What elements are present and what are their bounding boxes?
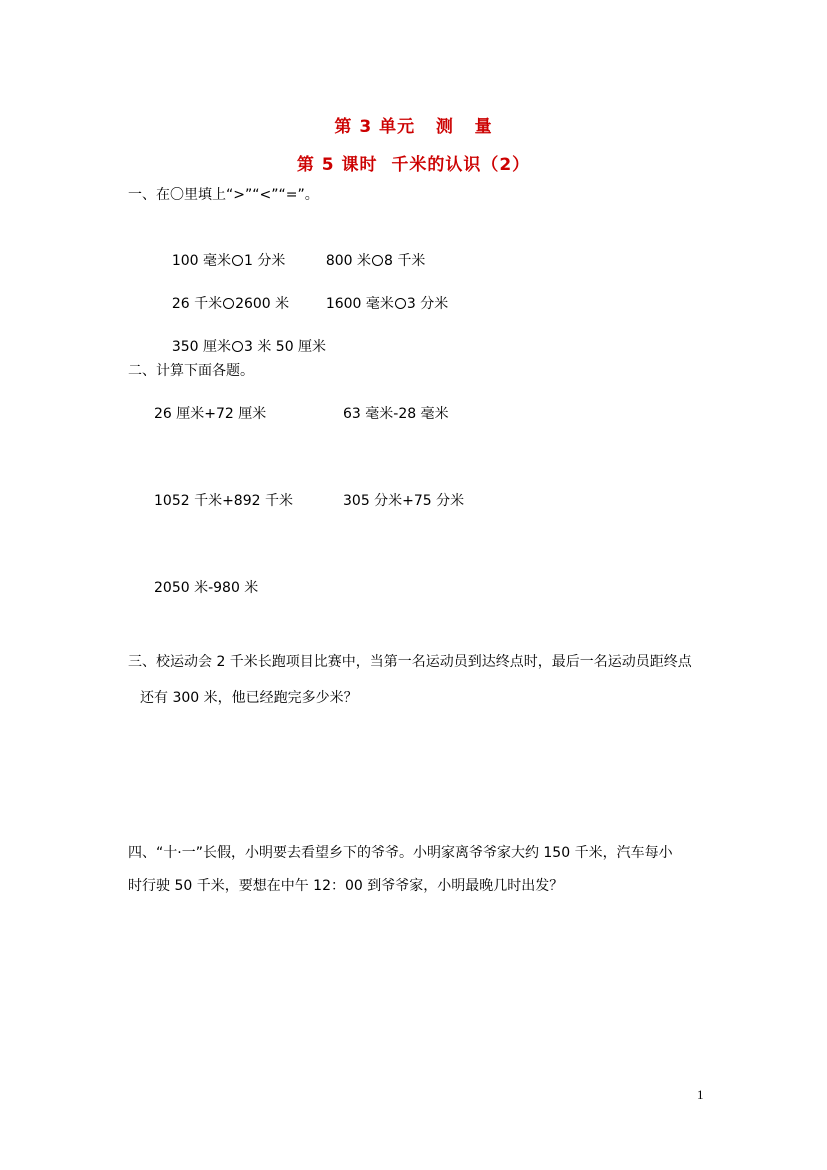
compare-left: 350 厘米 xyxy=(171,339,231,355)
blank-circle xyxy=(395,298,406,309)
page-number: 1 xyxy=(697,1087,704,1102)
blank-circle xyxy=(232,255,243,266)
compare-right: 2600 米 xyxy=(235,296,290,312)
compare-right: 8 千米 xyxy=(383,253,426,269)
calc-item-5: 2050 米-980 米 xyxy=(154,580,259,596)
compare-right: 1 分米 xyxy=(243,253,286,269)
compare-left: 1600 毫米 xyxy=(325,296,394,312)
compare-right: 3 分米 xyxy=(406,296,449,312)
calc-item-1: 26 厘米+72 厘米 xyxy=(154,406,267,422)
section3-line1: 三、校运动会 2 千米长跑项目比赛中，当第一名运动员到达终点时，最后一名运动员距终点 xyxy=(128,654,692,670)
section3-line2: 还有 300 米，他已经跑完多少米？ xyxy=(140,690,358,706)
compare-left: 26 千米 xyxy=(171,296,223,312)
lesson-title: 第 5 课时 千米的认识（2） xyxy=(296,155,531,175)
compare-item-4 xyxy=(308,274,448,334)
section4-line2: 时行驶 50 千米，要想在中午 12：00 到爷爷家，小明最晚几时出发？ xyxy=(128,878,564,894)
blank-circle xyxy=(232,341,243,352)
section1-prompt: 一、在〇里填上“>”“<”“=”。 xyxy=(128,187,319,203)
unit-title: 第 3 单元 测 量 xyxy=(334,117,493,137)
calc-item-2: 63 毫米-28 毫米 xyxy=(343,406,449,422)
calc-item-4: 305 分米+75 分米 xyxy=(343,493,465,509)
compare-right: 3 米 50 厘米 xyxy=(243,339,327,355)
calc-item-3: 1052 千米+892 千米 xyxy=(154,493,293,509)
section2-prompt: 二、计算下面各题。 xyxy=(128,363,254,379)
compare-left: 100 毫米 xyxy=(171,253,231,269)
blank-circle xyxy=(372,255,383,266)
blank-circle xyxy=(223,298,234,309)
compare-left: 800 米 xyxy=(325,253,371,269)
section4-line1: 四、“十·一”长假，小明要去看望乡下的爷爷。小明家离爷爷家大约 150 千米，汽车每小 xyxy=(128,845,673,861)
